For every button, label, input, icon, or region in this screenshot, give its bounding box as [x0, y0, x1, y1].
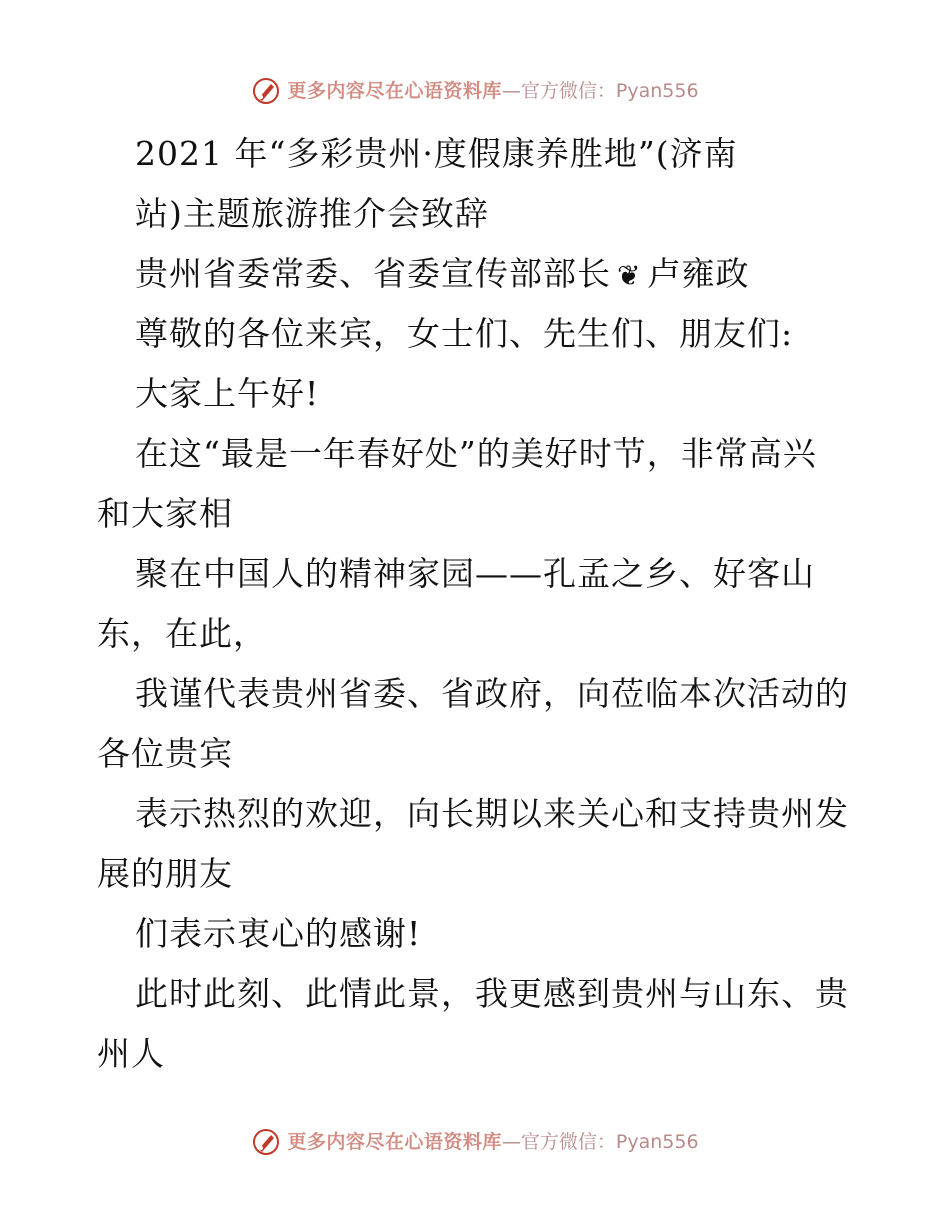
line-text: 大家上午好!: [135, 374, 320, 413]
text-line: [97, 964, 857, 1024]
line-text: 州人: [97, 1034, 165, 1073]
text-line: [97, 844, 857, 904]
author-line: [97, 244, 857, 304]
line-text: 东，在此，: [97, 614, 267, 653]
line-text: 在这“最是一年春好处”的美好时节，非常高兴: [135, 434, 817, 473]
line-text: 站)主题旅游推介会致辞: [135, 194, 489, 233]
text-line: [97, 364, 857, 424]
text-line: [97, 784, 857, 844]
line-text: 尊敬的各位来宾，女士们、先生们、朋友们:: [135, 314, 794, 353]
line-text: 聚在中国人的精神家园——孔孟之乡、好客山: [135, 554, 815, 593]
text-line: [97, 124, 857, 184]
document-body: [97, 124, 857, 1084]
watermark-contact-text: —官方微信：Pyan556: [501, 80, 699, 102]
text-line: [97, 664, 857, 724]
text-line: [97, 304, 857, 364]
line-text: 表示热烈的欢迎，向长期以来关心和支持贵州发: [135, 794, 849, 833]
line-text: 2021 年“多彩贵州·度假康养胜地”(济南: [135, 134, 738, 173]
watermark-main-text: 更多内容尽在心语资料库: [287, 1131, 502, 1153]
text-line: [97, 424, 857, 484]
line-text: 我谨代表贵州省委、省政府，向莅临本次活动的: [135, 674, 849, 713]
pen-logo-icon: [251, 1127, 281, 1157]
line-text: 贵州省委常委、省委宣传部部长: [135, 254, 611, 293]
watermark-contact-text: —官方微信：Pyan556: [501, 1131, 699, 1153]
floral-ornament-icon: ❦: [617, 259, 642, 292]
text-line: [97, 484, 857, 544]
text-line: [97, 184, 857, 244]
line-text: 和大家相: [97, 494, 233, 533]
text-line: [97, 1024, 857, 1084]
author-name: 卢雍政: [647, 254, 750, 293]
pen-logo-icon: [251, 76, 281, 106]
text-line: [97, 904, 857, 964]
line-text: 们表示衷心的感谢!: [135, 914, 422, 953]
text-line: [97, 724, 857, 784]
watermark-main-text: 更多内容尽在心语资料库: [287, 80, 502, 102]
text-line: [97, 544, 857, 604]
line-text: 展的朋友: [97, 854, 233, 893]
text-line: [97, 604, 857, 664]
line-text: 此时此刻、此情此景，我更感到贵州与山东、贵: [135, 974, 849, 1013]
header-watermark: [0, 76, 950, 106]
line-text: 各位贵宾: [97, 734, 233, 773]
footer-watermark: [0, 1127, 950, 1157]
